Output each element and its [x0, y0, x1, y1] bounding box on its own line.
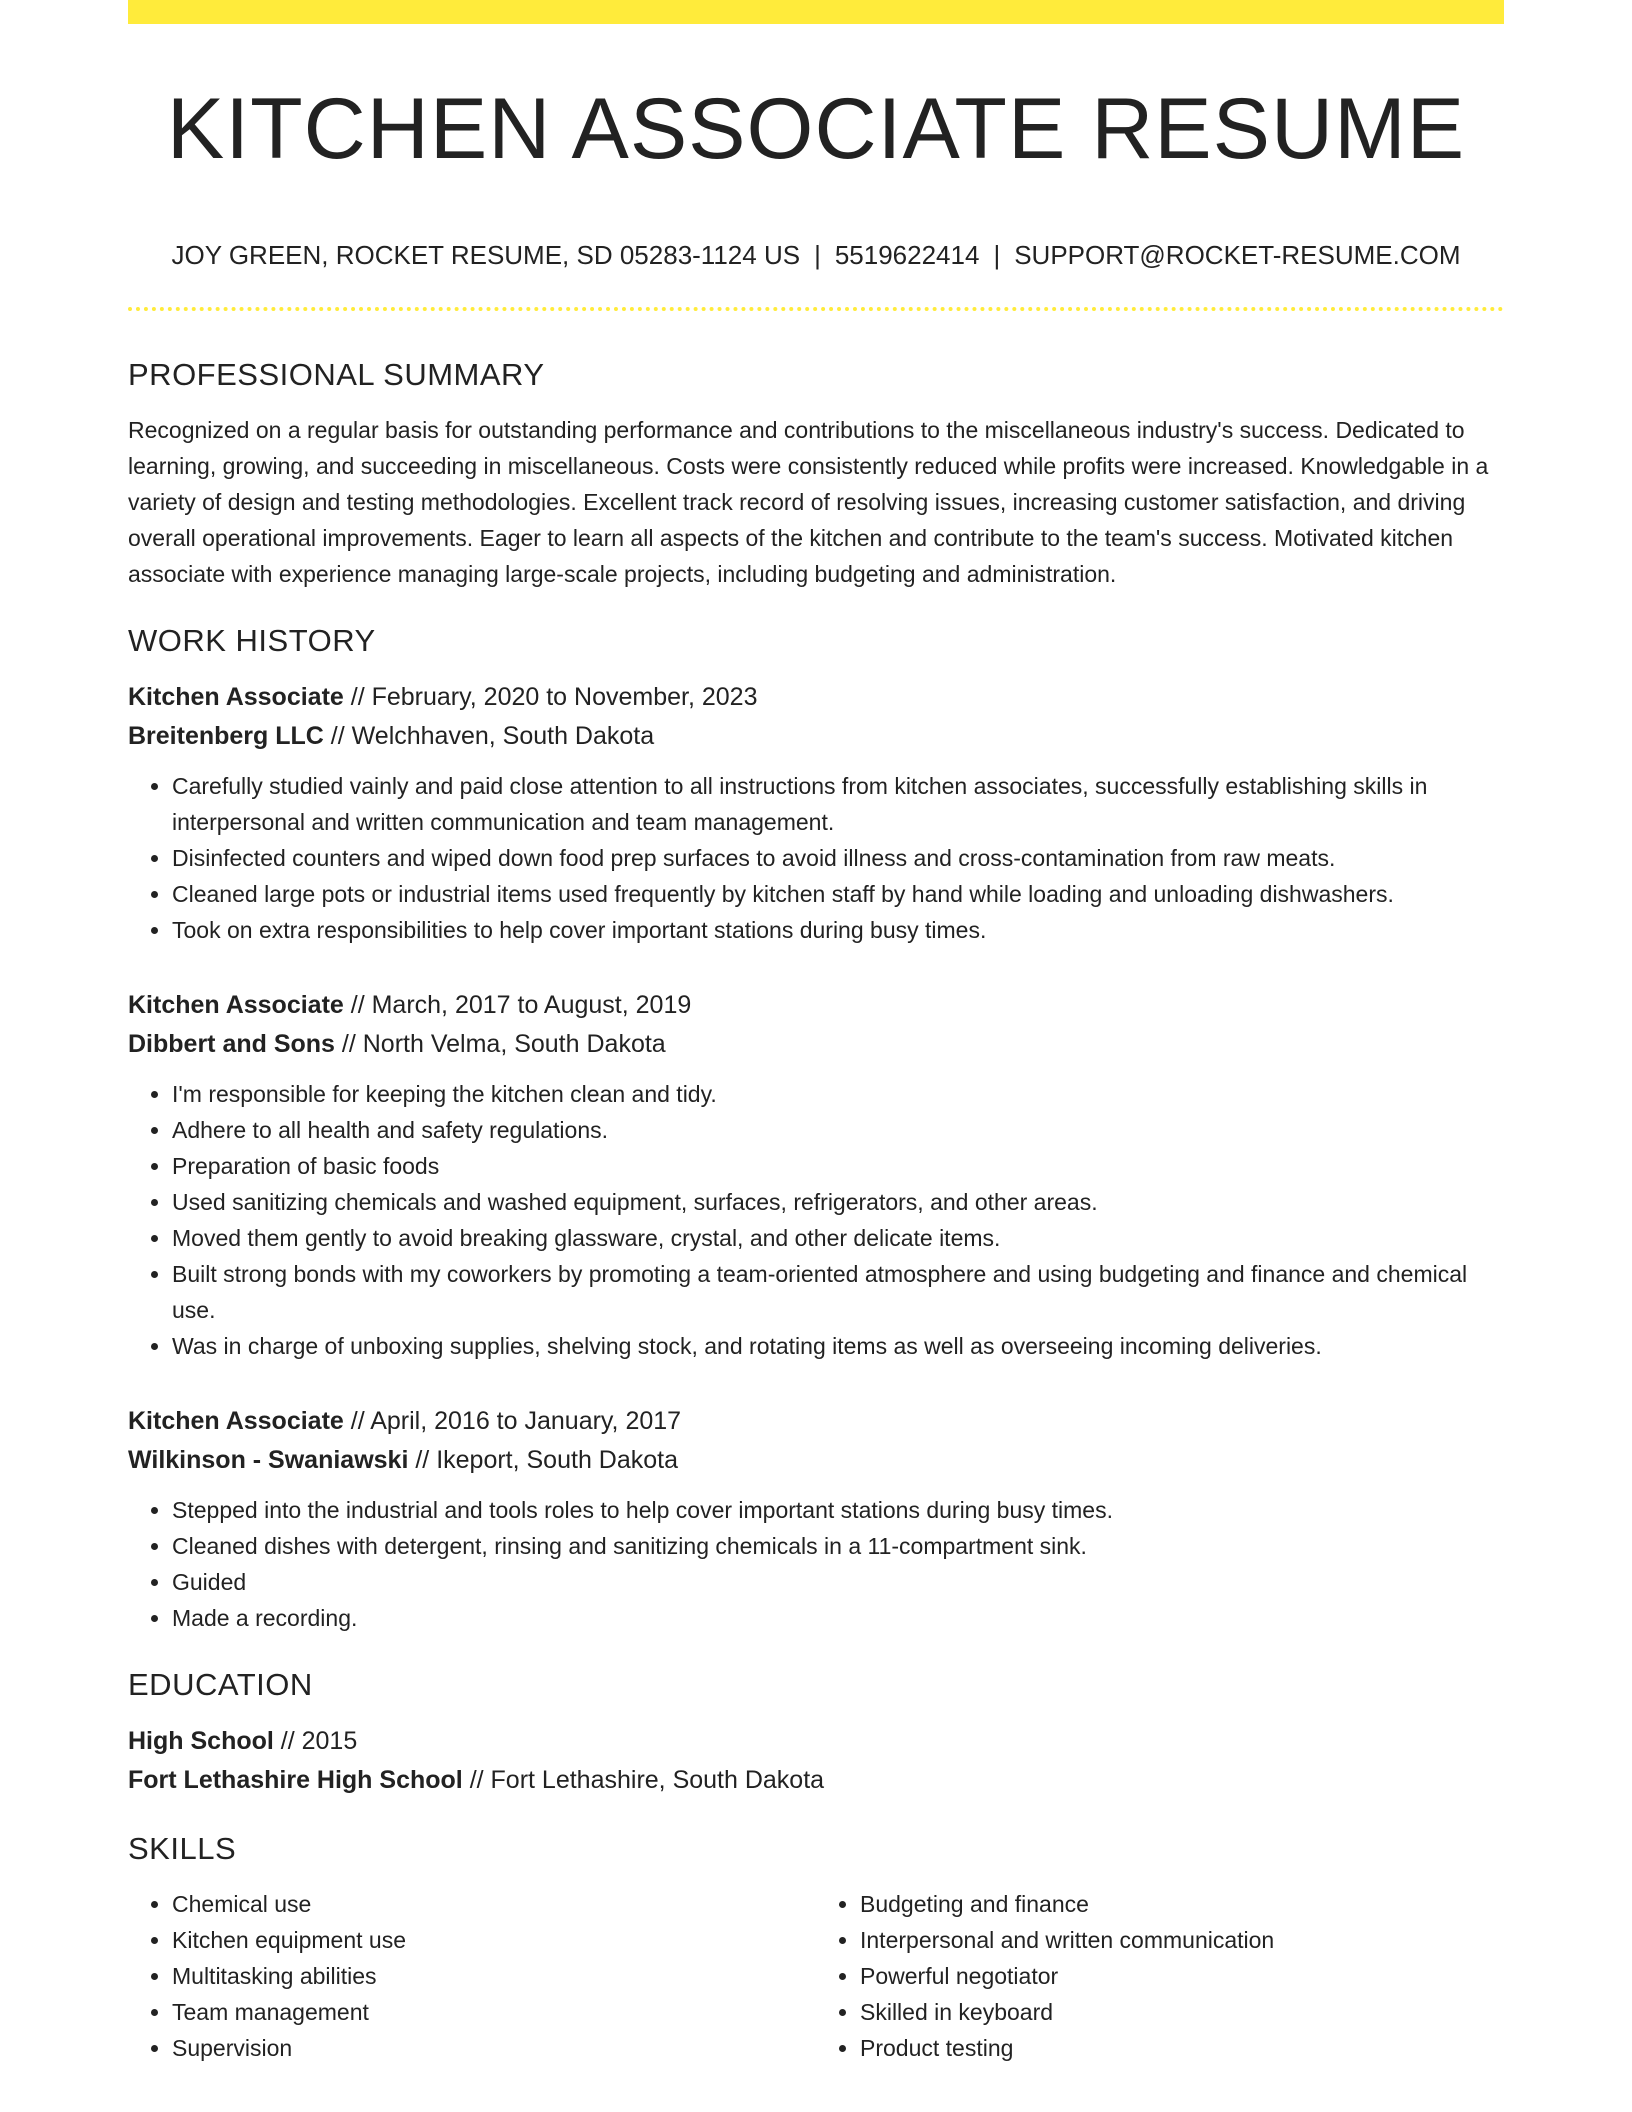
contact-line [0, 236, 1632, 274]
job-dates: // March, 2017 to August, 2019 [343, 991, 692, 1019]
contact-separator: | [993, 240, 1001, 270]
top-accent-bar [128, 0, 1504, 24]
job-bullet: • I'm responsible for keeping the kitchen clean and tidy. [172, 1076, 1504, 1112]
contact-separator: | [814, 240, 821, 270]
education-degree: High School [128, 1727, 274, 1755]
job-title: Kitchen Associate [128, 991, 344, 1019]
skill-item: • Team management [172, 1994, 816, 2030]
skill-item: • Powerful negotiator [860, 1958, 1504, 1994]
job-entry [128, 1402, 1504, 1636]
job-bullet: • Took on extra responsibilities to help cover important stations during busy times. [172, 912, 1504, 948]
job-dates: // April, 2016 to January, 2017 [343, 1407, 682, 1435]
education-degree-line [128, 1722, 1504, 1761]
resume-content [128, 350, 1504, 2066]
job-bullet: • Cleaned large pots or industrial items used frequently by kitchen staff by hand while loading and unloading dishwashers. [172, 876, 1504, 912]
skill-item: • Supervision [172, 2030, 816, 2066]
job-location: // Welchhaven, South Dakota [323, 722, 655, 750]
skill-item: • Skilled in keyboard [860, 1994, 1504, 2030]
job-company-line [128, 1441, 1504, 1480]
dotted-divider [128, 307, 1504, 311]
job-company: Dibbert and Sons [128, 1030, 335, 1058]
job-location: // Ikeport, South Dakota [408, 1446, 678, 1474]
education-location: // Fort Lethashire, South Dakota [462, 1766, 825, 1794]
work-history-section [128, 616, 1504, 1636]
job-bullets [128, 1076, 1504, 1364]
job-company-line [128, 1025, 1504, 1064]
job-bullet: • Moved them gently to avoid breaking glassware, crystal, and other delicate items. [172, 1220, 1504, 1256]
job-title-line [128, 986, 1504, 1025]
job-bullet: • Preparation of basic foods [172, 1148, 1504, 1184]
summary-section [128, 350, 1504, 592]
job-bullet: • Carefully studied vainly and paid close attention to all instructions from kitchen associates, successfully establishing skills in interpersonal and written communication and team management. [172, 768, 1504, 840]
skills-heading: SKILLS [128, 1831, 237, 1866]
contact-phone: 5519622414 [834, 240, 980, 270]
skill-item: • Product testing [860, 2030, 1504, 2066]
job-dates: // February, 2020 to November, 2023 [343, 683, 758, 711]
job-bullets [128, 768, 1504, 948]
skills-list-right [816, 1886, 1504, 2066]
skill-item: • Multitasking abilities [172, 1958, 816, 1994]
education-section [128, 1660, 1504, 1800]
job-bullets [128, 1492, 1504, 1636]
job-bullet: • Cleaned dishes with detergent, rinsing and sanitizing chemicals in a 11-compartment sink. [172, 1528, 1504, 1564]
job-entry [128, 986, 1504, 1364]
work-history-heading: WORK HISTORY [128, 623, 376, 658]
job-company-line [128, 717, 1504, 756]
skill-item: • Interpersonal and written communication [860, 1922, 1504, 1958]
contact-email: SUPPORT@ROCKET-RESUME.COM [1014, 240, 1461, 270]
page-title: KITCHEN ASSOCIATE RESUME [166, 81, 1466, 177]
summary-text: Recognized on a regular basis for outstanding performance and contributions to the miscellaneous industry's success. Dedicated to learning, growing, and succeeding in miscellaneous. Costs were consistently reduced while profits were increased. Knowledgable in a variety of design and testing methodologies. Excellent track record of resolving issues, increasing customer satisfaction, and driving overall operational improvements. Eager to learn all aspects of the kitchen and contribute to the team's success. Motivated kitchen associate with experience managing large-scale projects, including budgeting and administration. [128, 417, 1489, 587]
education-school-line [128, 1761, 1504, 1800]
education-entry [128, 1722, 1504, 1800]
education-school: Fort Lethashire High School [128, 1766, 463, 1794]
education-year: // 2015 [273, 1727, 358, 1755]
job-bullet: • Guided [172, 1564, 1504, 1600]
job-title: Kitchen Associate [128, 683, 344, 711]
education-heading: EDUCATION [128, 1667, 313, 1702]
job-title-line [128, 678, 1504, 717]
summary-heading: PROFESSIONAL SUMMARY [128, 357, 545, 392]
skill-item: • Budgeting and finance [860, 1886, 1504, 1922]
skills-list-left [128, 1886, 816, 2066]
job-entry [128, 678, 1504, 948]
job-bullet: • Made a recording. [172, 1600, 1504, 1636]
skills-columns [128, 1886, 1504, 2066]
skills-section [128, 1824, 1504, 2066]
job-title: Kitchen Associate [128, 1407, 344, 1435]
job-company: Wilkinson - Swaniawski [128, 1446, 409, 1474]
job-bullet: • Stepped into the industrial and tools roles to help cover important stations during busy times. [172, 1492, 1504, 1528]
job-bullet: • Disinfected counters and wiped down food prep surfaces to avoid illness and cross-contamination from raw meats. [172, 840, 1504, 876]
job-title-line [128, 1402, 1504, 1441]
job-bullet: • Used sanitizing chemicals and washed equipment, surfaces, refrigerators, and other areas. [172, 1184, 1504, 1220]
job-location: // North Velma, South Dakota [334, 1030, 666, 1058]
job-bullet: • Built strong bonds with my coworkers by promoting a team-oriented atmosphere and using budgeting and finance and chemical use. [172, 1256, 1504, 1328]
skill-item: • Chemical use [172, 1886, 816, 1922]
job-company: Breitenberg LLC [128, 722, 324, 750]
job-bullet: • Was in charge of unboxing supplies, shelving stock, and rotating items as well as overseeing incoming deliveries. [172, 1328, 1504, 1364]
skill-item: • Kitchen equipment use [172, 1922, 816, 1958]
contact-address: JOY GREEN, ROCKET RESUME, SD 05283-1124 US [171, 240, 801, 270]
job-bullet: • Adhere to all health and safety regulations. [172, 1112, 1504, 1148]
